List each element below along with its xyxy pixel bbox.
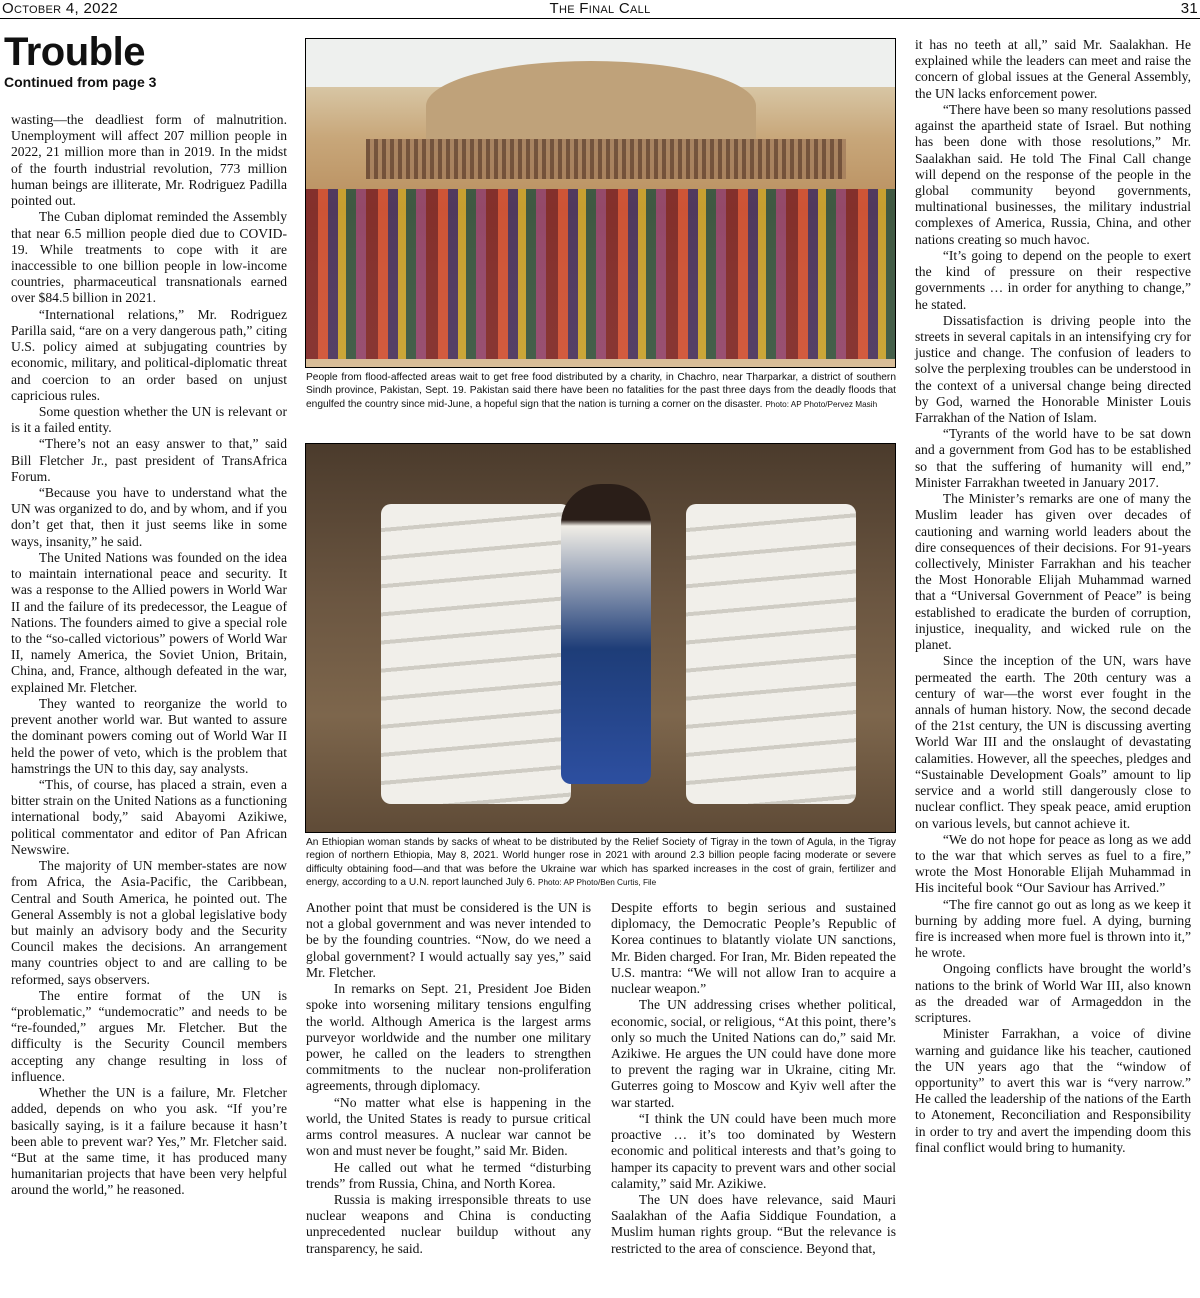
photo-woman-figure xyxy=(561,484,651,784)
article-paragraph: “There’s not an easy answer to that,” said Bill Fletcher Jr., past president of TransAfrica Forum. xyxy=(11,436,287,484)
photo-crowd-back xyxy=(366,139,846,179)
article-paragraph: In remarks on Sept. 21, President Joe Biden spoke into worsening military tensions engulfing the world. Although America is the largest arms purveyor worldwide and the number one military power, he called on the leaders to strengthen commitments to the nuclear non-proliferation agreements, through diplomacy. xyxy=(306,981,591,1094)
photo-caption-top xyxy=(306,371,896,411)
photo-credit: Photo: AP Photo/Pervez Masih xyxy=(765,399,878,409)
article-paragraph: The UN addressing crises whether political, economic, social, or religious, “At this point, there’s only so much the United Nations can do,” said Mr. Azikiwe. He argues the UN could have done more to prevent the raging war in Ukraine, citing Mr. Guterres going to Moscow and Kyiv well after the war started. xyxy=(611,997,896,1110)
article-paragraph: The Minister’s remarks are one of many the Muslim leader has given over decades of cautioning and warning world leaders about the dire consequences of their decisions. For 91-years collectively, Minister Farrakhan and his teacher the Most Honorable Elijah Muhammad warned that a “Universal Government of Peace” is being established to eradicate the burden of corruption, injustice, inequality, and wicked rule on the planet. xyxy=(915,491,1191,653)
page-header xyxy=(0,0,1200,19)
article-paragraph: The Cuban diplomat reminded the Assembly that near 6.5 million people died due to COVID-19. While treatments to cope with it are inaccessible to one billion people in low-income countries, pharmaceutical transnationals earned over $84.5 billion in 2021. xyxy=(11,209,287,306)
article-paragraph: Despite efforts to begin serious and sustained diplomacy, the Democratic People’s Republic of Korea continues to blatantly violate UN sanctions, Mr. Biden charged. For Iran, Mr. Biden repeated the U.S. mantra: “We will not allow Iran to acquire a nuclear weapon.” xyxy=(611,900,896,997)
article-column-3 xyxy=(611,900,896,1257)
article-paragraph: The UN does have relevance, said Mauri Saalakhan of the Aafia Siddique Foundation, a Muslim human rights group. “But the relevance is restricted to the area of conscience. Beyond that, xyxy=(611,1191,896,1256)
photo-sand-hill xyxy=(426,61,756,151)
header-publication: The Final Call xyxy=(549,0,651,17)
photo-sack-pile-right xyxy=(686,504,856,804)
article-paragraph: They wanted to reorganize the world to prevent another world war. But wanted to assure the dominant powers coming out of World War II held the power of veto, which is the problem that hamstrings the UN to this day, say analysts. xyxy=(11,695,287,776)
article-paragraph: “International relations,” Mr. Rodriguez Parilla said, “are on a very dangerous path,” citing U.S. policy aimed at subjugating countries by economic, military, and political-diplomatic threat and coercion to an order based on unjust capricious rules. xyxy=(11,306,287,403)
photo-credit: Photo: AP Photo/Ben Curtis, File xyxy=(538,878,657,888)
article-paragraph: “I think the UN could have been much more proactive … it’s too dominated by Western economic and political interests and that’s going to hamper its capacity to prevent wars and other social calamity,” said Mr. Azikiwe. xyxy=(611,1110,896,1191)
photo-wheat-sacks xyxy=(305,443,896,833)
article-paragraph: “There have been so many resolutions passed against the apartheid state of Israel. But nothing has been done with those resolutions,” Mr. Saalakhan said. He told The Final Call change will depend on the response of the people in the global community beyond governments, multinational businesses, the military industrial complexes of America, Russia, China, and other nations creating so much havoc. xyxy=(915,101,1191,247)
article-headline: Trouble xyxy=(4,30,145,74)
article-column-4 xyxy=(915,37,1191,1156)
article-paragraph: “We do not hope for peace as long as we add to the war that which serves as fuel to a fire,” wrote the Most Honorable Elijah Muhammad in His inciteful book “Our Saviour has Arrived.” xyxy=(915,831,1191,896)
article-paragraph: “Because you have to understand what the UN was organized to do, and by whom, and if you don’t get that, then it just seems like in some ways, insanity,” he said. xyxy=(11,485,287,549)
article-paragraph: Minister Farrakhan, a voice of divine warning and guidance like his teacher, cautioned the UN years ago that the “window of opportunity” to avert this war is “very narrow.” He called the leadership of the nations of the Earth to Atonement, Reconciliation and Responsibility in order to try and avert the impending doom this final conflict would bring to humanity. xyxy=(915,1026,1191,1155)
article-paragraph: Another point that must be considered is the UN is not a global government and was never intended to be by the founding countries. “Now, do we need a global government? I would actually say yes,” said Mr. Fletcher. xyxy=(306,900,591,980)
article-paragraph: “Tyrants of the world have to be sat down and a government from God has to be established so that the suffering of humanity will end,” Minister Farrakhan tweeted in January 2017. xyxy=(915,426,1191,490)
article-paragraph: wasting—the deadliest form of malnutrition. Unemployment will affect 207 million people in 2022, 21 million more than in 2019. In the midst of the fourth industrial revolution, 773 million human beings are illiterate, Mr. Rodriguez Padilla pointed out. xyxy=(11,112,287,209)
article-paragraph: “It’s going to depend on the people to exert the kind of pressure on their respective governments … in order for anything to change,” he stated. xyxy=(915,247,1191,312)
article-paragraph: The United Nations was founded on the idea to maintain international peace and security. It was a response to the Allied powers in World War II and the failure of its predecessor, the League of Nations. The founders aimed to give a special role to the “so-called victorious” powers of World War II, namely America, the Soviet Union, Britain, China, and, France, although defeated in the war, explained Mr. Fletcher. xyxy=(11,549,287,695)
caption-text: An Ethiopian woman stands by sacks of wheat to be distributed by the Relief Society of Tigray in the town of Agula, in the Tigray region of northern Ethiopia, May 8, 2021. World hunger rose in 2021 with around 2.3 billion people facing moderate or severe difficulty obtaining food—and that was before the Ukraine war which has sparked increases in the cost of grain, fertilizer and energy, according to a U.N. report launched July 6. xyxy=(306,837,896,889)
photo-crowd-front xyxy=(306,189,895,359)
header-page-number: 31 xyxy=(1180,0,1198,17)
article-paragraph: The majority of UN member-states are now from Africa, the Asia-Pacific, the Caribbean, Central and South America, he pointed out. The General Assembly is not a global legislative body but mainly an advisory body and the Security Council makes the decisions. An arrangement many countries object to and are calling to be reformed, says observers. xyxy=(11,858,287,987)
photo-caption-bottom xyxy=(306,836,896,890)
article-paragraph: He called out what he termed “disturbing trends” from Russia, China, and North Korea. xyxy=(306,1159,591,1191)
article-paragraph: Dissatisfaction is driving people into the streets in several capitals in an intensifying cry for justice and change. The confusion of leaders to solve the perplexing troubles can be understood in the context of a universal change being directed by God, warned the Honorable Minister Louis Farrakhan of the Nation of Islam. xyxy=(915,312,1191,426)
article-paragraph: The entire format of the UN is “problematic,” “undemocratic” and needs to be “re-founded,” argues Mr. Fletcher. But the difficulty is the Security Council members accepting any change resulting in loss of influence. xyxy=(11,987,287,1084)
continued-from-label: Continued from page 3 xyxy=(4,74,157,90)
photo-sack-pile-left xyxy=(381,504,571,804)
article-paragraph: it has no teeth at all,” said Mr. Saalakhan. He explained while the leaders can meet and raise the concern of global issues at the General Assembly, the UN lacks enforcement power. xyxy=(915,37,1191,101)
header-date: October 4, 2022 xyxy=(2,0,119,17)
article-paragraph: “No matter what else is happening in the world, the United States is ready to pursue critical arms control measures. A nuclear war cannot be won and must never be fought,” said Mr. Biden. xyxy=(306,1094,591,1159)
caption-text: People from flood-affected areas wait to get free food distributed by a charity, in Chachro, near Tharparkar, a district of southern Sindh province, Pakistan, Sept. 19. Pakistan said there have been no fatalities for the past three days from the deadly floods that engulfed the country since mid-June, a hopeful sign that the nation is turning a corner on the disaster. xyxy=(306,372,896,410)
photo-flood-food-line xyxy=(305,38,896,368)
article-paragraph: Since the inception of the UN, wars have permeated the earth. The 20th century was a century of war—the worst ever fought in the annals of human history. Now, the second decade of the 21st century, the UN is discussing averting World War III and the onslaught of devastating calamities. However, all the speeches, pledges and “Sustainable Development Goals” amount to lip service and a world still dangerously close to nuclear conflict. They speak peace, amid eruption on various levels, but cannot achieve it. xyxy=(915,653,1191,831)
article-paragraph: Russia is making irresponsible threats to use nuclear weapons and China is conducting unprecedented nuclear buildup without any transparency, he said. xyxy=(306,1191,591,1256)
article-paragraph: “The fire cannot go out as long as we keep it burning by adding more fuel. A dying, burning fire is increased when more fuel is thrown into it,” he wrote. xyxy=(915,896,1191,961)
article-paragraph: Some question whether the UN is relevant or is it a failed entity. xyxy=(11,403,287,436)
article-column-2 xyxy=(306,900,591,1257)
article-paragraph: “This, of course, has placed a strain, even a bitter strain on the United Nations as a functioning international body,” said Abayomi Azikiwe, political commentator and editor of Pan African Newswire. xyxy=(11,776,287,857)
article-paragraph: Ongoing conflicts have brought the world’s nations to the brink of World War III, also known as the dreaded war of Armageddon in the scriptures. xyxy=(915,961,1191,1026)
article-column-1 xyxy=(11,112,287,1199)
article-paragraph: Whether the UN is a failure, Mr. Fletcher added, depends on who you ask. “If you’re basically saying, is it a failure because it hasn’t been able to prevent war? Yes,” Mr. Fletcher said. “But at the same time, it has produced many humanitarian projects that have been very helpful around the world,” he reasoned. xyxy=(11,1085,287,1198)
